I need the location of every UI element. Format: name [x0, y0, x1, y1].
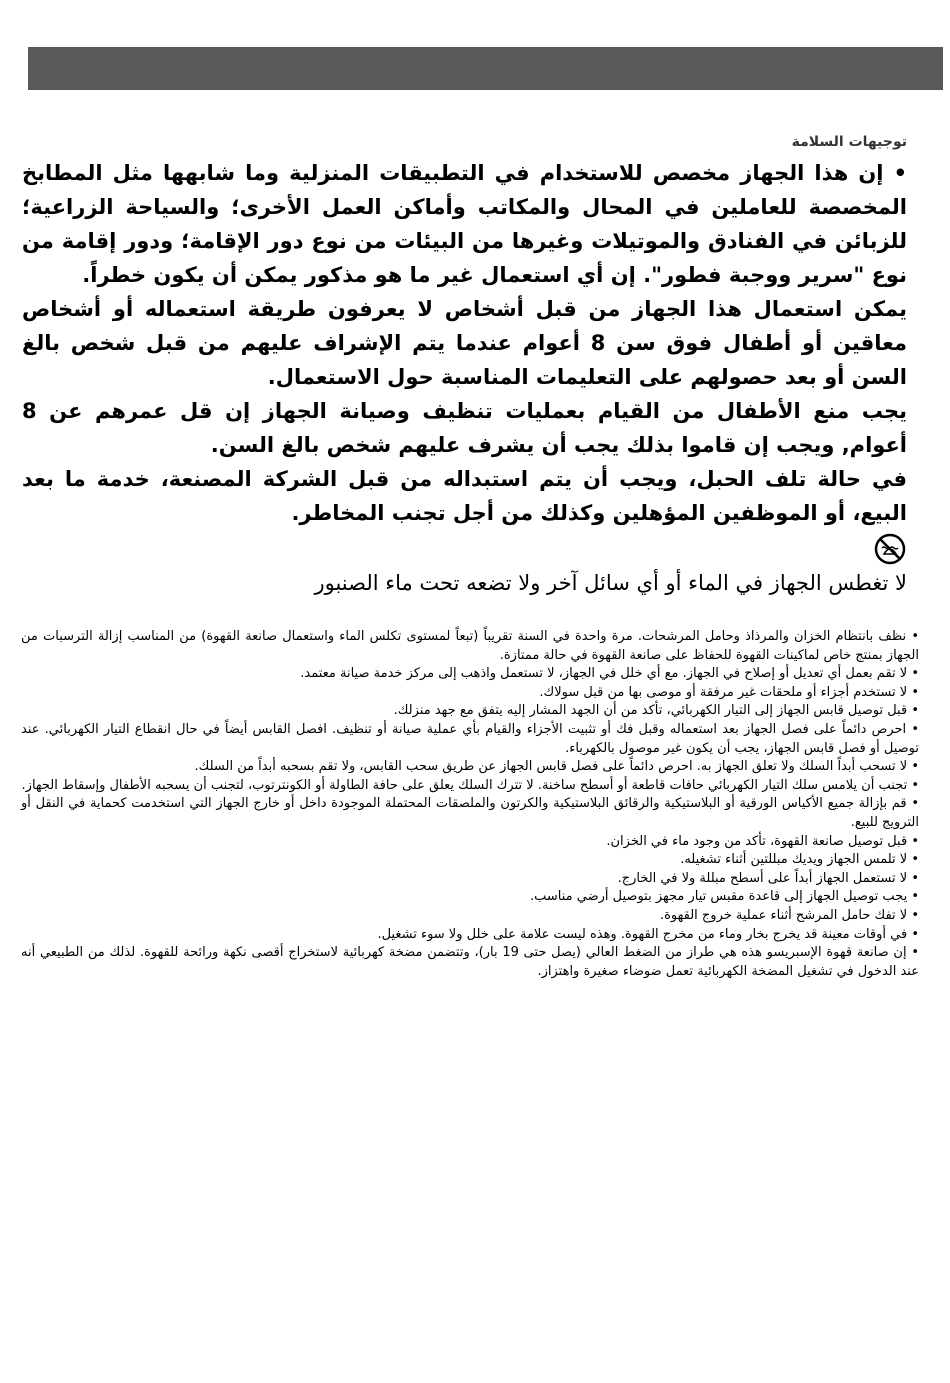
list-item: • نظف بانتظام الخزان والمرذاذ وحامل المرشحات. مرة واحدة في السنة تقريباً (تبعاً لمستوى تكلس الماء واستعمال صانعة القهوة) من المناسب إزالة الترسبات من الجهاز بمنتج خاص لماكينات القهوة للحفاظ على صانعة القهوة في حالة ممتازة. — [21, 629, 919, 663]
list-item: • لا تقم بعمل أي تعديل أو إصلاح في الجهاز. مع أي خلل في الجهاز، لا تستعمل واذهب إلى مركز خدمة صيانة معتمد. — [300, 666, 919, 682]
warning-row — [22, 532, 907, 600]
main-paragraph: يجب منع الأطفال من القيام بعمليات تنظيف وصيانة الجهاز إن قل عمرهم عن 8 أعوام, ويجب إن قاموا بذلك يجب أن يشرف عليهم شخص بالغ السن. — [22, 399, 907, 457]
list-item: • لا تستخدم أجزاء أو ملحقات غير مرفقة أو موصى بها من قبل سولاك. — [539, 684, 919, 700]
main-paragraph: • إن هذا الجهاز مخصص للاستخدام في التطبيقات المنزلية وما شابهها مثل المطابخ المخصصة للعاملين في المحال والمكاتب وأماكن العمل الأخرى؛ والسياحة الزراعية؛ للزبائن في الفنادق والموتيلات وغيرها من البيئات من نوع دور الإقامة؛ ودور إقامة من نوع "سرير ووجبة فطور". إن أي استعمال غير ما هو مذكور يمكن أن يكون خطراً. — [22, 161, 907, 287]
list-item: • في أوقات معينة قد يخرج بخار وماء من مخرج القهوة. وهذه ليست علامة على خلل ولا سوء تشغيل. — [377, 926, 919, 942]
list-item: • تجنب أن يلامس سلك التيار الكهربائي حافات قاطعة أو أسطح ساخنة. لا تترك السلك يعلق على حافة الطاولة أو الكونترتوب، لتجنب أن يسحبه الأطفال وإسقاط الجهاز. — [21, 777, 919, 793]
main-paragraph: في حالة تلف الحبل، ويجب أن يتم استبداله من قبل الشركة المصنعة، خدمة ما بعد البيع، أو الموظفين المؤهلين وكذلك من أجل تجنب المخاطر. — [22, 467, 907, 525]
list-item: • قبل توصيل صانعة القهوة، تأكد من وجود ماء في الخزان. — [606, 833, 919, 849]
no-immersion-icon — [873, 532, 907, 566]
list-item: • إن صانعة قهوة الإسبريسو هذه هي طراز من الضغط العالي (يصل حتى 19 بار)، وتتضمن مضخة كهربائية لاستخراج أقصى نكهة ورائحة للقهوة. لذلك من الطبيعي أنه عند الدخول في تشغيل المضخة الكهربائية تعمل ضوضاء صغيرة واهتزاز. — [21, 945, 919, 979]
list-item: • لا تسحب أبداً السلك ولا تعلق الجهاز به. احرص دائماً على فصل قابس الجهاز عن طريق سحب القابس، ولا تقم بسحبه أبداً من السلك. — [194, 759, 919, 775]
instructions-list — [21, 628, 919, 981]
list-item: • لا تفك حامل المرشح أثناء عملية خروج القهوة. — [659, 907, 919, 923]
list-item: • قبل توصيل قابس الجهاز إلى التيار الكهربائي، تأكد من أن الجهد المشار إليه يتفق مع جهد منزلك. — [393, 703, 919, 719]
list-item: • لا تستعمل الجهاز أبداً على أسطح مبللة ولا في الخارج. — [617, 870, 919, 886]
warning-text: لا تغطس الجهاز في الماء أو أي سائل آخر ولا تضعه تحت ماء الصنبور — [314, 571, 907, 595]
header-bar — [28, 47, 943, 90]
safety-content — [21, 130, 919, 981]
list-item: • احرص دائماً على فصل الجهاز بعد استعماله وقبل فك أو تثبيت الأجزاء والقيام بأي عملية صيانة أو تنظيف. افصل القابس أيضاً في حال انقطاع التيار الكهربائي. عند توصيل أو فصل قابس الجهاز، يجب أن يكون غير موصول بالكهرباء. — [21, 721, 919, 756]
section-title: توجيهات السلامة — [791, 134, 907, 150]
list-item: • يجب توصيل الجهاز إلى قاعدة مقبس تيار مجهز بتوصيل أرضي مناسب. — [529, 889, 919, 905]
list-item: • لا تلمس الجهاز ويديك مبللتين أثناء تشغيله. — [680, 852, 919, 868]
list-item: • قم بإزالة جميع الأكياس الورقية أو البلاستيكية والرقائق البلاستيكية والكرتون والملصقات المحتملة الموجودة داخل أو خارج الجهاز التي استخدمت كحماية في النقل أو الترويج للبيع. — [21, 796, 919, 830]
main-paragraph: يمكن استعمال هذا الجهاز من قبل أشخاص لا يعرفون طريقة استعماله أو أشخاص معاقين أو أطفال فوق سن 8 أعوام عندما يتم الإشراف عليهم من قبل شخص بالغ السن أو بعد حصولهم على التعليمات المناسبة حول الاستعمال. — [22, 297, 907, 389]
